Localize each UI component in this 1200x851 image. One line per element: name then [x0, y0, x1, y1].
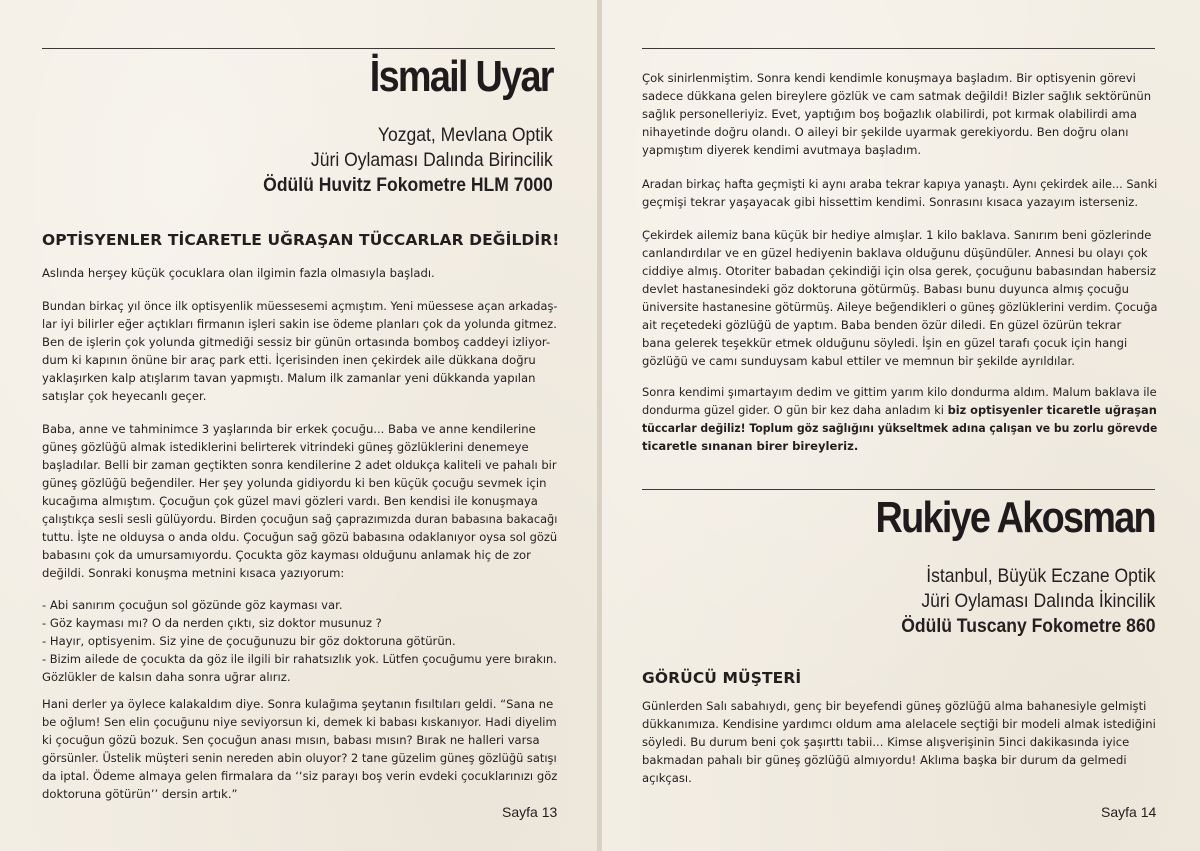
author-ranking: Jüri Oylaması Dalında Birincilik [311, 149, 553, 171]
paragraph-4: Sonra kendimi şımartayım dedim ve gittim yarım kilo dondurma aldım. Malum baklava ile dondurma güzel gider. O gün bir kez daha anladım ki biz optisyenler ticaretle uğraşan tüccarlar değiliz! Toplum göz sağlığını yükseltmek adına çalışan ve bu zorlu görevde ticaretle sınanan birer bireyleriz. [642, 385, 1158, 453]
author-location: İstanbul, Büyük Eczane Optik [925, 565, 1155, 587]
paragraph-1: Çok sinirlenmiştim. Sonra kendi kendimle konuşmaya başladım. Bir optisyenin görevi sadece dükkana gelen bireylere gözlük ve cam satmak değildi! Bizler sağlık sektörünün sağlık personelleriyiz. Evet, yaptığım boş boğazlık olabilirdi, pot kırmak olabilirdi ama nihayetinde doğru olandı. O aileyi bir şekilde uyarmak gerekiyordu. Ben doğru olanı yapmıştım diyerek kendimi avutmaya başladım. [642, 71, 1152, 157]
paragraph-2: Aradan birkaç hafta geçmişti ki aynı araba tekrar kapıya yanaştı. Aynı çekirdek aile... Sanki geçmişi tekrar yaşayacak gibi hissettim kendimi. Sonrasını kısaca yazayım isterseniz. [642, 177, 1158, 209]
left-page [0, 0, 597, 851]
author-info [263, 123, 553, 198]
paragraph-5: Günlerden Salı sabahıydı, genç bir beyefendi güneş gözlüğü alma bahanesiyle gelmişti dükkanımıza. Kendisine yardımcı oldum ama alelacele seçtiği bir modeli almak istediğini söyledi. Bu durum beni çok şaşırttı tabii... Kimse alışverişinin 5inci dakikasında iyice bakmadan pahalı bir güneş gözlüğü almıyordu! Aklıma başka bir durum da gelmedi açıkçası. [642, 699, 1156, 785]
page-number: Sayfa 13 [502, 804, 558, 820]
article-heading: OPTİSYENLER TİCARETLE UĞRAŞAN TÜCCARLAR DEĞİLDİR! [42, 231, 560, 249]
paragraph-dialogue: - Abi sanırım çocuğun sol gözünde göz kayması var. - Göz kayması mı? O da nerden çıktı, siz doktor musunuz ? - Hayır, optisyenim. Siz yine de çocuğunuzu bir göz doktoruna götürün. - Bizim ailede de çocukta da göz ile ilgili bir rahatsızlık yok. Lütfen çocuğumu yere bırakın. Gözlükler de kalsın daha sonra uğrar alırız. [42, 598, 557, 684]
emphasis-text: biz optisyenler ticaretle uğraşan [947, 403, 1157, 417]
author-name: Rukiye Akosman [875, 493, 1155, 542]
paragraph-1: Aslında herşey küçük çocuklara olan ilgimin fazla olmasıyla başladı. [42, 266, 435, 280]
author-name: İsmail Uyar [369, 52, 553, 101]
page-number: Sayfa 14 [1101, 804, 1157, 820]
article-heading: GÖRÜCÜ MÜŞTERİ [642, 669, 802, 687]
author-ranking: Jüri Oylaması Dalında İkincilik [920, 590, 1155, 612]
author-location: Yozgat, Mevlana Optik [378, 124, 553, 146]
paragraph-2: Bundan birkaç yıl önce ilk optisyenlik müessesemi açmıştım. Yeni müessese açan arkadaş- lar iyi bilirler eğer açtıkları firmanın işleri sakin ise ödeme planları çok da yolunda gitmez. Ben de işlerin çok yolunda gitmediği sessiz bir günün ortasında bomboş caddeyi izliyor- dum ki kapının önüne bir araç park etti. İçerisinden inen çekirdek aile dükkana doğru yaklaşırken kalp atışlarım tavan yapmıştı. Malum ilk zamanlar yeni dükkanda yapılan satışlar çok heyecanlı geçer. [42, 299, 558, 403]
author-award: Ödülü Huvitz Fokometre HLM 7000 [263, 174, 553, 196]
top-rule [642, 48, 1155, 49]
paragraph-3: Baba, anne ve tahminimce 3 yaşlarında bir erkek çocuğu... Baba ve anne kendilerine güneş gözlüğü almak istediklerini belirterek vitrindeki güneş gözlüklerini denemeye başladılar. Belli bir zaman geçtikten sonra kendilerine 2 adet oldukça kaliteli ve pahalı bir güneş gözlüğü beğendiler. Her şey yolunda gidiyordu ki ben küçük çocuğu sevmek için kucağıma almıştım. Çocuğun çok güzel mavi gözleri vardı. Ben kendisi ile konuşmaya çalıştıkça sesli sesli gülüyordu. Birden çocuğun sağ çaprazımızda duran babasına bakacağı tuttu. İşte ne olduysa o anda oldu. Çocuğun sağ gözü babasına odaklanıyor oysa sol gözü babasını çok da umursamıyordu. Çocukta göz kayması olduğunu anlamak hiç de zor değildi. Sonraki konuşma metnini kısaca yazıyorum: [42, 422, 558, 580]
section-rule [642, 489, 1155, 490]
top-rule [42, 48, 555, 49]
author-info [901, 564, 1155, 639]
author-award: Ödülü Tuscany Fokometre 860 [900, 615, 1155, 637]
paragraph-5: Hani derler ya öylece kalakaldım diye. Sonra kulağıma şeytanın fısıltıları geldi. “Sana ne be oğlum! Sen elin çocuğunu niye seviyorsun ki, demek ki babası kıskanıyor. Hadi diyelim ki çocuğun gözü bozuk. Sen çocuğun anası mısın, babası mısın? Bırak ne halleri varsa görsünler. Üstelik müşteri senin nereden abin oluyor? 2 tane güzelim güneş gözlüğü satışı da iptal. Ödeme almaya gelen firmalara da ‘‘siz parayı boş verin evdeki çocuklarınızı göz doktoruna götürün’’ dersin artık.” [42, 697, 558, 801]
right-page [602, 0, 1200, 851]
paragraph-3: Çekirdek ailemiz bana küçük bir hediye almışlar. 1 kilo baklava. Sanırım beni gözlerinde canlandırdılar ve en güzel hediyenin baklava olduğunu düşündüler. Annesi bu olayı çok ciddiye almış. Otoriter babadan çekindiği için olsa gerek, çocuğunu babasından habersiz devlet hastanesindeki göz doktoruna götürmüş. Babası bunu duyunca almış çocuğu üniversite hastanesine götürmüş. Aileye beğendikleri o güneş gözlüklerini verdim. Çocuğa ait reçetedeki gözlüğü de yaptım. Baba benden özür diledi. En güzel özürün tekrar bana gelerek teşekkür etmek olduğunu söyledi. İşin en güzel tarafı çocuk için hangi gözlüğü ve camı sunduysam kabul ettiler ve memnun bir şekilde ayrıldılar. [642, 228, 1158, 368]
